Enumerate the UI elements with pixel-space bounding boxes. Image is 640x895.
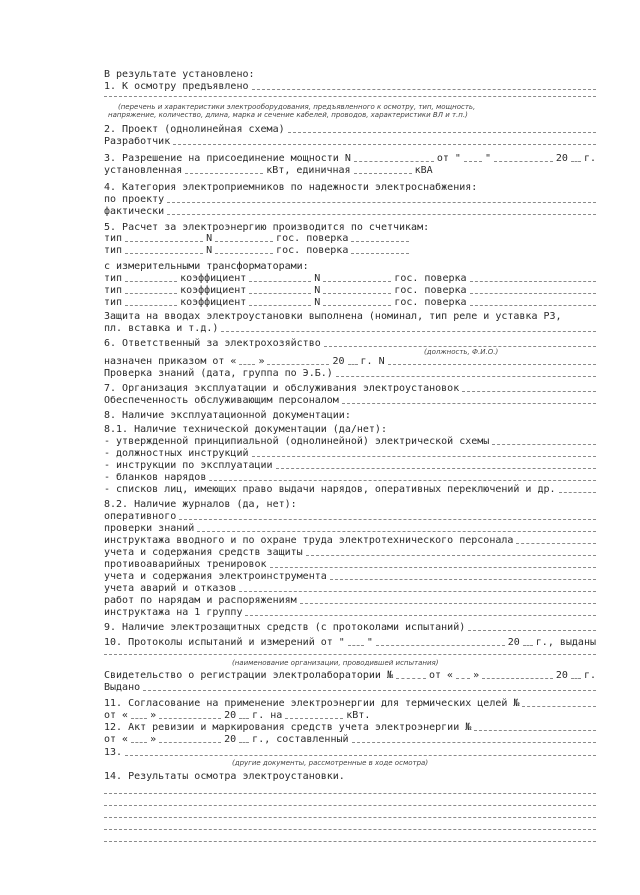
tech-doc-field[interactable] (276, 468, 596, 469)
tt-type-label: тип (104, 285, 123, 296)
intro-text: В результате установлено: (104, 69, 255, 80)
item-12-label: 12. Акт ревизии и маркирования средств учета электроэнергии № (104, 722, 472, 733)
item-8-2-line (104, 499, 596, 510)
item-3-label: 3. Разрешение на присоединение мощности N (104, 153, 351, 164)
kva-unit-label: кВА (414, 165, 433, 176)
journal-field[interactable] (270, 567, 596, 568)
journal-field[interactable] (300, 603, 596, 604)
journal-row (104, 607, 596, 618)
category-fact-line (104, 206, 596, 217)
tt-verify-field[interactable] (470, 281, 596, 282)
tech-doc-label: - утвержденной принципиальной (однолинейной) электрической схемы (104, 436, 490, 447)
item-6-label: 6. Ответственный за электрохозяйство (104, 338, 321, 349)
intro-line (104, 69, 596, 80)
protocols-day-field[interactable] (348, 645, 364, 646)
item-2-line (104, 124, 596, 135)
tech-doc-row (104, 472, 596, 483)
item-5-label: 5. Расчет за электроэнергию производится по счетчикам: (104, 222, 430, 233)
audit-month-field[interactable] (159, 742, 221, 743)
tt-n-field[interactable] (323, 293, 391, 294)
tech-doc-row (104, 460, 596, 471)
other-docs-note: (другие документы, рассмотренные в ходе осмотра) (232, 759, 429, 767)
thermal-on-label: г. на (252, 710, 283, 721)
item-11-label: 11. Согласование на применение электроэнергии для термических целей № (104, 698, 520, 709)
permit-year-field[interactable] (571, 161, 581, 162)
meter-n-field[interactable] (215, 241, 273, 242)
item-8-2-label: 8.2. Наличие журналов (да, нет): (104, 499, 297, 510)
item-8-1-line (104, 424, 596, 435)
tech-doc-field[interactable] (559, 492, 596, 493)
tech-doc-label: - должностных инструкций (104, 448, 249, 459)
protocols-issued-label: г., выданы (535, 637, 596, 648)
audit-from-label: от « (104, 734, 129, 745)
results-line[interactable] (104, 817, 596, 818)
journal-label: инструктажа вводного и по охране труда электротехнического персонала (104, 535, 514, 546)
responsible-note: (должность, Ф.И.О.) (424, 348, 499, 356)
item-10-line (104, 637, 596, 648)
meter-verify-label: гос. поверка (276, 245, 349, 256)
protective-means-field[interactable] (468, 630, 596, 631)
journal-row (104, 535, 596, 546)
item-1-note-2: напряжение, количество, длина, марка и сечение кабелей, проводов, характеристики ВЛ и т.п.) (108, 111, 468, 119)
item-1-extra-line[interactable] (104, 96, 596, 97)
item-14-label: 14. Результаты осмотра электроустановки. (104, 771, 345, 782)
tt-verify-field[interactable] (470, 305, 596, 306)
category-fact-label: фактически (104, 206, 165, 217)
journal-field[interactable] (306, 555, 596, 556)
results-line[interactable] (104, 829, 596, 830)
certificate-quote: » (473, 670, 480, 681)
audit-date-line (104, 734, 596, 745)
protection-line-2 (104, 323, 596, 334)
journal-label: работ по нарядам и распоряжениям (104, 595, 297, 606)
meter-type-label: тип (104, 233, 123, 244)
meter-n-field[interactable] (215, 253, 273, 254)
tt-type-label: тип (104, 273, 123, 284)
meter-type-label: тип (104, 245, 123, 256)
item-7-label: 7. Организация эксплуатации и обслуживания электроустановок (104, 383, 460, 394)
permit-year-prefix: 20 (555, 153, 568, 164)
testing-org-note: (наименование организации, проводившей испытания) (232, 659, 439, 667)
kw-unit-label: кВт, единичная (266, 165, 351, 176)
journal-field[interactable] (197, 531, 596, 532)
item-1-label: 1. К осмотру предъявлено (104, 81, 249, 92)
issued-field[interactable] (143, 690, 596, 691)
audit-quote: » (150, 734, 157, 745)
item-10-label: 10. Протоколы испытаний и измерений от " (104, 637, 345, 648)
developer-label: Разработчик (104, 136, 171, 147)
tt-coef-field[interactable] (249, 293, 311, 294)
tech-doc-field[interactable] (209, 480, 596, 481)
tt-type-field[interactable] (125, 281, 177, 282)
certificate-day-field[interactable] (456, 678, 470, 679)
journal-label: учета и содержания средств защиты (104, 547, 303, 558)
category-project-line (104, 194, 596, 205)
journal-label: учета и содержания электроинструмента (104, 571, 327, 582)
tt-coef-label: коэффициент (180, 285, 247, 296)
permit-from-label: от " (436, 153, 461, 164)
certificate-line (104, 670, 596, 681)
item-8-line (104, 410, 596, 421)
knowledge-line (104, 368, 596, 379)
staff-label: Обеспеченность обслуживающим персоналом (104, 395, 339, 406)
unit-kva-field[interactable] (354, 173, 412, 174)
testing-org-line[interactable] (104, 654, 596, 655)
tt-n-label: N (314, 273, 321, 284)
tt-n-label: N (314, 297, 321, 308)
item-11-line (104, 698, 596, 709)
meter-verify-field[interactable] (351, 253, 409, 254)
tt-3-line (104, 297, 596, 308)
tt-coef-label: коэффициент (180, 297, 247, 308)
thermal-quote: » (150, 710, 157, 721)
journal-row (104, 511, 596, 522)
tech-doc-row (104, 436, 596, 447)
knowledge-field[interactable] (336, 376, 596, 377)
tt-2-line (104, 285, 596, 296)
issued-line (104, 682, 596, 693)
tech-doc-field[interactable] (492, 444, 596, 445)
installed-label: установленная (104, 165, 183, 176)
item-9-line (104, 622, 596, 633)
order-number-field[interactable] (388, 364, 596, 365)
item-7-line (104, 383, 596, 394)
tt-type-label: тип (104, 297, 123, 308)
item-4-label: 4. Категория электроприемников по надежности электроснабжения: (104, 182, 478, 193)
tech-doc-label: - списков лиц, имеющих право выдачи нарядов, оперативных переключений и др. (104, 484, 556, 495)
thermal-day-field[interactable] (131, 718, 147, 719)
audit-day-field[interactable] (131, 742, 147, 743)
tt-n-field[interactable] (323, 305, 391, 306)
audit-number-field[interactable] (474, 730, 596, 731)
tech-doc-label: - бланков нарядов (104, 472, 207, 483)
category-project-label: по проекту (104, 194, 165, 205)
permit-year-suffix: г. (583, 153, 596, 164)
transformers-line (104, 261, 596, 272)
item-3-line (104, 153, 596, 164)
results-line[interactable] (104, 793, 596, 794)
developer-line (104, 136, 596, 147)
certificate-number-field[interactable] (396, 678, 426, 679)
tt-type-field[interactable] (125, 305, 177, 306)
responsible-field[interactable] (324, 346, 596, 347)
certificate-year-prefix: 20 (555, 670, 568, 681)
protocols-year-prefix: 20 (507, 637, 520, 648)
item-1-line (104, 81, 596, 92)
order-month-field[interactable] (267, 364, 329, 365)
transformers-label: с измерительными трансформаторами: (104, 261, 309, 272)
meter-2-line (104, 245, 412, 256)
installed-kw-field[interactable] (185, 173, 263, 174)
journal-row (104, 583, 596, 594)
tt-type-field[interactable] (125, 293, 177, 294)
item-14-line (104, 771, 596, 782)
order-line (104, 356, 596, 367)
tech-doc-label: - инструкции по эксплуатации (104, 460, 273, 471)
order-n-label: N (378, 356, 385, 367)
certificate-year-field[interactable] (571, 678, 581, 679)
audit-compiled-field[interactable] (352, 742, 597, 743)
item-8-1-label: 8.1. Наличие технической документации (да/нет): (104, 424, 387, 435)
thermal-date-line (104, 710, 370, 721)
results-line[interactable] (104, 841, 596, 842)
journal-field[interactable] (239, 591, 596, 592)
tt-1-line (104, 273, 596, 284)
journal-label: противоаварийных тренировок (104, 559, 267, 570)
audit-year-prefix: 20 (224, 734, 237, 745)
journal-row (104, 559, 596, 570)
permit-quote: " (484, 153, 491, 164)
certificate-from-label: от « (428, 670, 454, 681)
item-1-field[interactable] (252, 89, 597, 90)
knowledge-label: Проверка знаний (дата, группа по Э.Б.) (104, 368, 333, 379)
permit-day-field[interactable] (464, 161, 482, 162)
item-12-line (104, 722, 596, 733)
journal-field[interactable] (516, 543, 596, 544)
order-year-field[interactable] (348, 364, 358, 365)
meter-verify-field[interactable] (351, 241, 409, 242)
thermal-kw-unit: кВт. (346, 710, 371, 721)
meter-type-field[interactable] (125, 241, 203, 242)
permit-number-field[interactable] (354, 161, 434, 162)
audit-compiled-label: г., составленный (252, 734, 349, 745)
category-fact-field[interactable] (167, 214, 596, 215)
journal-label: учета аварий и отказов (104, 583, 237, 594)
meter-n-label: N (206, 233, 213, 244)
tech-doc-row (104, 448, 596, 459)
thermal-kw-field[interactable] (285, 718, 343, 719)
journal-field[interactable] (330, 579, 596, 580)
category-project-field[interactable] (167, 202, 596, 203)
tt-coef-field[interactable] (249, 305, 311, 306)
issued-label: Выдано (104, 682, 141, 693)
thermal-year-prefix: 20 (224, 710, 237, 721)
staff-field[interactable] (342, 403, 596, 404)
protocols-month-field[interactable] (376, 645, 505, 646)
certificate-month-field[interactable] (482, 678, 553, 679)
tt-verify-field[interactable] (470, 293, 596, 294)
order-quote: » (258, 356, 265, 367)
tt-coef-label: коэффициент (180, 273, 247, 284)
operation-field[interactable] (462, 391, 596, 392)
item-4-line (104, 182, 596, 193)
permit-month-field[interactable] (494, 161, 553, 162)
other-docs-field[interactable] (125, 755, 596, 756)
journal-row (104, 595, 596, 606)
meter-1-line (104, 233, 412, 244)
thermal-month-field[interactable] (159, 718, 221, 719)
tt-verify-label: гос. поверка (394, 285, 467, 296)
journal-field[interactable] (245, 615, 596, 616)
protection-field[interactable] (221, 331, 596, 332)
thermal-number-field[interactable] (522, 706, 596, 707)
tt-n-field[interactable] (323, 281, 391, 282)
item-6-line (104, 338, 596, 349)
item-2-label: 2. Проект (однолинейная схема) (104, 124, 285, 135)
journal-row (104, 571, 596, 582)
thermal-year-field[interactable] (239, 718, 249, 719)
tt-coef-field[interactable] (249, 281, 311, 282)
audit-year-field[interactable] (239, 742, 249, 743)
order-day-field[interactable] (239, 364, 255, 365)
order-year-suffix: г. (360, 356, 373, 367)
thermal-from-label: от « (104, 710, 129, 721)
tech-doc-field[interactable] (252, 456, 597, 457)
journal-label: проверки знаний (104, 523, 195, 534)
protocols-year-field[interactable] (523, 645, 533, 646)
power-line (104, 165, 596, 176)
item-9-label: 9. Наличие электрозащитных средств (с протоколами испытаний) (104, 622, 466, 633)
protocols-quote: " (366, 637, 373, 648)
item-5-line (104, 222, 596, 233)
journal-label: инструктажа на 1 группу (104, 607, 243, 618)
meter-type-field[interactable] (125, 253, 203, 254)
tech-doc-row (104, 484, 596, 495)
tt-n-label: N (314, 285, 321, 296)
project-field[interactable] (288, 132, 596, 133)
developer-field[interactable] (173, 144, 596, 145)
staff-line (104, 395, 596, 406)
order-year-prefix: 20 (332, 356, 345, 367)
protection-label-1: Защита на вводах электроустановки выполнена (номинал, тип реле и уставка РЗ, (104, 311, 562, 322)
certificate-year-suffix: г. (583, 670, 596, 681)
meter-n-label: N (206, 245, 213, 256)
journal-field[interactable] (179, 519, 596, 520)
item-13-label: 13. (104, 747, 123, 758)
journal-label: оперативного (104, 511, 177, 522)
item-8-label: 8. Наличие эксплуатационной документации: (104, 410, 351, 421)
certificate-label: Свидетельство о регистрации электролаборатории № (104, 670, 393, 681)
journal-row (104, 523, 596, 534)
meter-verify-label: гос. поверка (276, 233, 349, 244)
tt-verify-label: гос. поверка (394, 273, 467, 284)
results-line[interactable] (104, 805, 596, 806)
protection-label-2: пл. вставка и т.д.) (104, 323, 219, 334)
order-label: назначен приказом от « (104, 356, 237, 367)
protection-line-1 (104, 311, 596, 322)
journal-row (104, 547, 596, 558)
tt-verify-label: гос. поверка (394, 297, 467, 308)
item-13-line (104, 747, 596, 758)
item-1-note-1: (перечень и характеристики электрооборудования, предъявленного к осмотру, тип, мощность, (118, 103, 476, 111)
